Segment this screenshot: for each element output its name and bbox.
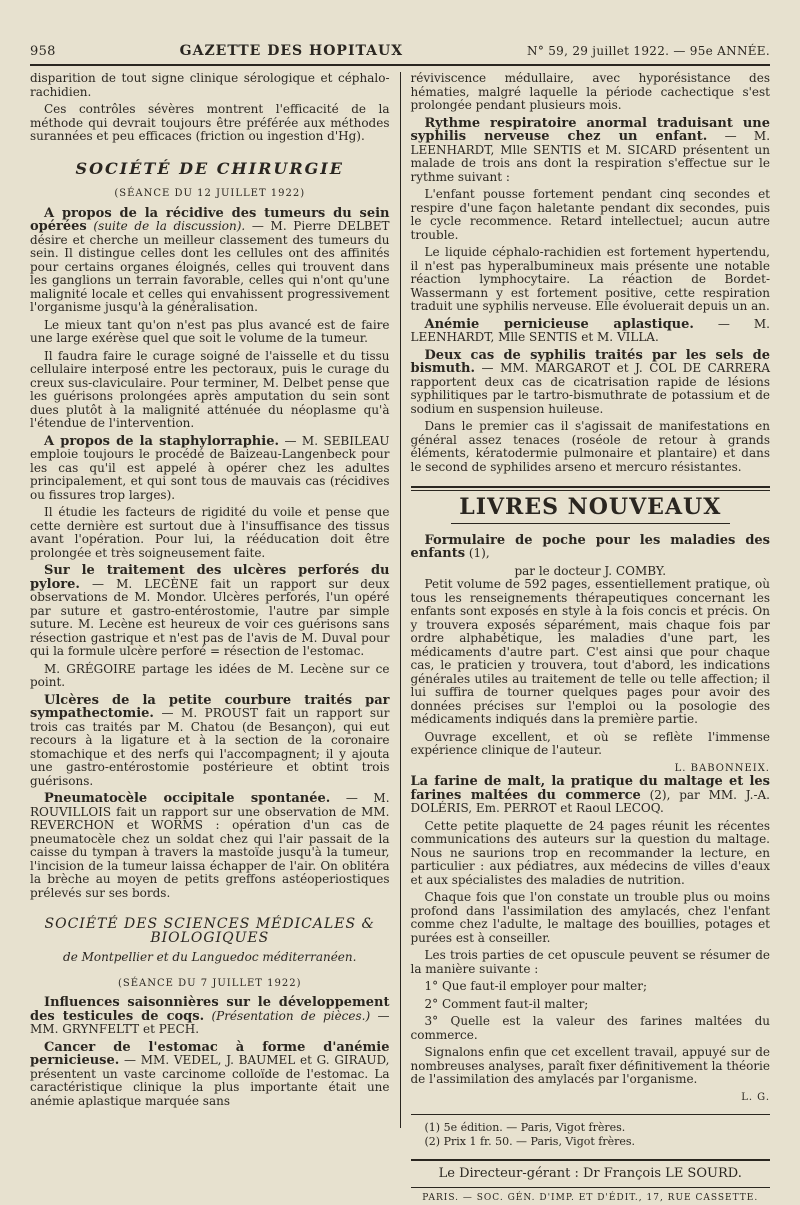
book-review [411, 775, 771, 816]
issue-info: N° 59, 29 juillet 1922. — 95e ANNÉE. [527, 44, 770, 58]
article [30, 694, 390, 789]
article-title: Rythme respiratoire anormal traduisant une syphilis nerveuse chez un enfant. [411, 116, 771, 145]
section-heading [30, 162, 390, 201]
article-body: — M. SEBILEAU emploie toujours le procédé de Baizeau-Langenbeck pour les cas qu'il est appelé à opérer chez les adultes principalement, et qui sont tous de mauvais cas (récidives ou fissures trop larges). [30, 434, 390, 502]
article [30, 996, 390, 1037]
paragraph: Dans le premier cas il s'agissait de manifestations en général assez tenaces (roséole de retour à grands éléments, kératodermie pulmonaire et plantaire) et dans le second de syphilides arseno et mercuro résistantes. [411, 420, 771, 474]
paragraph: Signalons enfin que cet excellent travail, appuyé sur de nombreuses analyses, paraît fixer définitivement la théorie de l'assimilation des amylacés par l'organisme. [411, 1046, 771, 1087]
header-rule [30, 64, 770, 66]
paragraph: Ces contrôles sévères montrent l'efficacité de la méthode qui devrait toujours être préférée aux méthodes surannées et peu efficaces (friction ou ingestion d'Hg). [30, 103, 390, 144]
book-title: La farine de malt, la pratique du maltage et les farines maltées du commerce [411, 774, 771, 803]
article-body: — M. Pierre DELBET désire et cherche un meilleur classement des tumeurs du sein. Il distingue celles dont les cellules ont des affinités pour certains organes éloignés, celles qui trouvent dans les ganglions un terrain favorable, celles qui n'ont qu'une malignité locale et celles qui envahissent progressivement l'organisme jusqu'à la généralisation. [30, 219, 390, 314]
paragraph: Il faudra faire le curage soigné de l'aisselle et du tissu cellulaire interposé entre les pectoraux, puis le curage du creux sus-claviculaire. Pour terminer, M. Delbet pense que les guérisons prolongées après amputation du sein sont dues plutôt à la malignité atténuée du néoplasme qu'à l'étendue de l'intervention. [30, 350, 390, 431]
session-date: (SÉANCE DU 7 JUILLET 1922) [30, 977, 390, 991]
article-body: — M. PROUST fait un rapport sur trois cas traités par M. Chatou (de Besançon), qui eut recours à la ligature et à la section de la coronaire stomachique et des nerfs qui l'accompagnent; il y ajouta une gastro-entérostomie postérieure et obtint trois guérisons. [30, 706, 390, 788]
article [30, 435, 390, 503]
article-title: Anémie pernicieuse aplastique. [425, 317, 694, 332]
left-column [30, 72, 390, 1128]
book-title: Formulaire de poche pour les maladies des enfants [411, 533, 771, 562]
paragraph: M. GRÉGOIRE partage les idées de M. Lecène sur ce point. [30, 663, 390, 690]
article-title: Ulcères de la petite courbure traités par sympathectomie. [30, 693, 390, 722]
article [30, 792, 390, 900]
book-author: par le docteur J. COMBY. [411, 565, 771, 579]
session-date: (SÉANCE DU 12 JUILLET 1922) [30, 187, 390, 201]
paragraph: réviviscence médullaire, avec hyporésistance des hématies, malgré laquelle la période cachectique s'est prolongée pendant plusieurs mois. [411, 72, 771, 113]
director-line: Le Directeur-gérant : Dr François LE SOURD. [411, 1159, 771, 1181]
article-body: — MM. MARGAROT et J. COL DE CARRERA rapportent deux cas de cicatrisation rapide de lésions syphilitiques par le tartro-bismuthrate de potassium et de sodium en suspension huileuse. [411, 361, 771, 416]
review-signature: L. BABONNEIX. [411, 762, 771, 776]
footnote: (1) 5e édition. — Paris, Vigot frères. [411, 1121, 771, 1135]
paragraph: Chaque fois que l'on constate un trouble plus ou moins profond dans l'assimilation des amylacés, chez l'enfant comme chez l'adulte, le maltage des bouillies, potages et purées est à conseiller. [411, 891, 771, 945]
page-header [30, 38, 770, 64]
article-title: Deux cas de syphilis traités par les sels de bismuth. [411, 348, 771, 377]
paragraph: Il étudie les facteurs de rigidité du voile et pense que cette dernière est surtout due à l'insuffisance des tissus avant l'opération. Pour lui, la rééducation doit être prolongée et très soigneusement faite. [30, 506, 390, 560]
review-signature: L. G. [411, 1091, 771, 1105]
paragraph: Le mieux tant qu'on n'est pas plus avancé est de faire une large exérèse quel que soit le volume de la tumeur. [30, 319, 390, 346]
section-rule [411, 486, 771, 491]
list-item: 1° Que faut-il employer pour malter; [411, 980, 771, 994]
article [30, 207, 390, 315]
heading-rule [451, 523, 731, 524]
page-number: 958 [30, 44, 56, 59]
list-item: 2° Comment faut-il malter; [411, 998, 771, 1012]
article [30, 564, 390, 659]
books-heading: LIVRES NOUVEAUX [411, 501, 771, 515]
column-divider [400, 72, 401, 1128]
columns [30, 72, 770, 1128]
footnotes [411, 1114, 771, 1149]
journal-title: GAZETTE DES HOPITAUX [180, 43, 403, 59]
list-item: 3° Quelle est la valeur des farines maltées du commerce. [411, 1015, 771, 1042]
section-title: SOCIÉTÉ DES SCIENCES MÉDICALES & BIOLOGIQUES [30, 918, 390, 945]
section-title: SOCIÉTÉ DE CHIRURGIE [30, 162, 390, 176]
article [411, 349, 771, 417]
article-body: — M. LEENHARDT, Mlle SENTIS et M. VILLA. [411, 317, 771, 345]
section-heading [30, 918, 390, 990]
paragraph: disparition de tout signe clinique sérologique et céphalo-rachidien. [30, 72, 390, 99]
article-title: A propos de la récidive des tumeurs du sein opérées [30, 206, 390, 235]
article-title: Influences saisonnières sur le développement des testicules de coqs. [30, 995, 390, 1024]
article-ref: (Présentation de pièces.) [211, 1009, 370, 1023]
footnote-ref: (1), [469, 546, 490, 560]
article [411, 318, 771, 345]
paragraph: Ouvrage excellent, et où se reflète l'immense expérience clinique de l'auteur. [411, 731, 771, 758]
article-title: Cancer de l'estomac à forme d'anémie pernicieuse. [30, 1040, 390, 1069]
paragraph: Cette petite plaquette de 24 pages réunit les récentes communications des auteurs sur la question du maltage. Nous ne saurions trop en recommander la lecture, en particulier : aux pédiatres, aux médecins de villes d'eaux et aux spécialistes des maladies de nutrition. [411, 820, 771, 888]
section-subtitle: de Montpellier et du Languedoc méditerranéen. [30, 951, 390, 965]
right-column [411, 72, 771, 1128]
article-ref: (suite de la discussion). [93, 219, 245, 233]
article-title: Sur le traitement des ulcères perforés du pylore. [30, 563, 390, 592]
article-body: — MM. GRYNFELTT et PECH. [30, 1009, 389, 1037]
article-body: — MM. VEDEL, J. BAUMEL et G. GIRAUD, présentent un vaste carcinome colloïde de l'estomac. La caractéristique clinique la plus importante était une anémie aplastique marquée sans [30, 1053, 390, 1108]
paragraph: L'enfant pousse fortement pendant cinq secondes et respire d'une façon haletante pendant dix secondes, puis le cycle recommence. Retard intellectuel; aucun autre trouble. [411, 188, 771, 242]
article [411, 117, 771, 185]
article-title: Pneumatocèle occipitale spontanée. [44, 791, 330, 806]
paragraph: Petit volume de 592 pages, essentiellement pratique, où tous les renseignements thérapeutiques concernant les enfants sont exposés en style à la fois concis et précis. On y trouvera exposés séparément, mais chaque fois par ordre alphabétique, les maladies d'une part, les médicaments d'autre part. C'est ainsi que pour chaque cas, le praticien y trouvera, tout d'abord, les indications générales utiles au traitement de telle ou telle affection; il lui suffira de tourner quelques pages pour avoir des données précises sur l'emploi ou la posologie des médicaments indiqués dans la première partie. [411, 578, 771, 727]
paragraph: Le liquide céphalo-rachidien est fortement hypertendu, il n'est pas hyperalbumineux mais présente une notable réaction lymphocytaire. La réaction de Bordet-Wassermann y est fortement positive, cette respiration traduit une syphilis nerveuse. Elle évoluerait depuis un an. [411, 246, 771, 314]
article-body: — M. ROUVILLOIS fait un rapport sur une observation de MM. REVERCHON et WORMS : opération d'un cas de pneumatocèle chez un soldat chez qui l'air passait de la caisse du tympan à travers la mastoïde jusqu'à la tumeur, l'incision de la tumeur laissa échapper de l'air. On oblitéra la brèche au moyen de petits greffons astéoperiostiques prélevés sur ses bords. [30, 791, 390, 900]
footnote: (2) Prix 1 fr. 50. — Paris, Vigot frères. [411, 1135, 771, 1149]
article-title: A propos de la staphylorraphie. [44, 434, 279, 449]
article-body: — M. LEENHARDT, Mlle SENTIS et M. SICARD présentent un malade de trois ans dont la respiration s'effectue sur le rythme suivant : [411, 129, 771, 184]
printer-line: PARIS. — SOC. GÉN. D'IMP. ET D'ÉDIT., 17, RUE CASSETTE. [411, 1187, 771, 1205]
article-body: — M. LECÈNE fait un rapport sur deux observations de M. Mondor. Ulcères perforés, l'un opéré par suture et gastro-entérostomie, l'autre par simple suture. M. Lecène est heureux de voir ces guérisons sans résection gastrique et n'est pas de l'avis de M. Duval pour qui la formule ulcère perforé = résection de l'estomac. [30, 577, 390, 659]
paragraph: Les trois parties de cet opuscule peuvent se résumer de la manière suivante : [411, 949, 771, 976]
book-author: (2), par MM. J.-A. DOLÉRIS, Em. PERROT et Raoul LECOQ. [411, 788, 771, 816]
book-review [411, 534, 771, 561]
article [30, 1041, 390, 1109]
